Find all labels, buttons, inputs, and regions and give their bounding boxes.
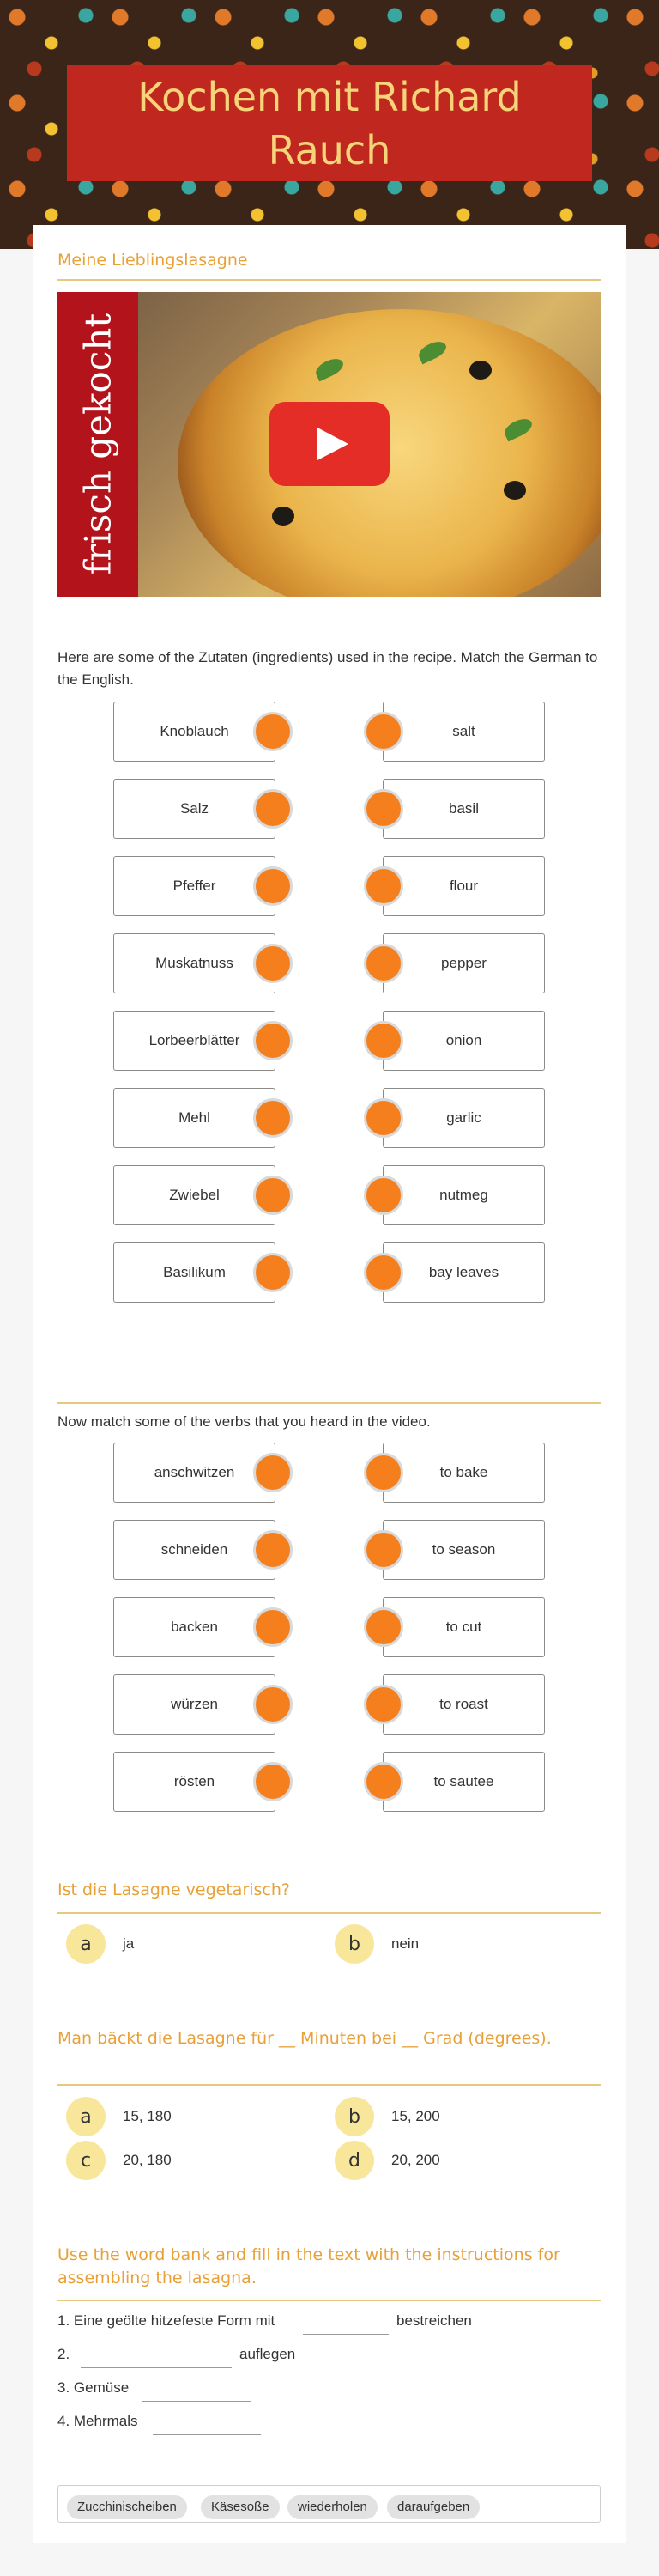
connector-dot[interactable]: [253, 789, 293, 829]
connector-dot[interactable]: [253, 712, 293, 751]
word-chip[interactable]: daraufgeben: [387, 2495, 480, 2519]
match-item-right[interactable]: bay leaves: [383, 1242, 545, 1303]
connector-dot[interactable]: [253, 944, 293, 983]
match-item-right[interactable]: basil: [383, 779, 545, 839]
option-badge[interactable]: b: [335, 2097, 374, 2136]
connector-dot[interactable]: [364, 1176, 403, 1215]
word-chip[interactable]: wiederholen: [287, 2495, 378, 2519]
fill-text-before: 1. Eine geölte hitzefeste Form mit: [57, 2312, 275, 2329]
match-item-left[interactable]: rösten: [113, 1752, 275, 1812]
play-icon[interactable]: [269, 402, 390, 486]
connector-dot[interactable]: [253, 1176, 293, 1215]
match-item-right[interactable]: to season: [383, 1520, 545, 1580]
match-item-left[interactable]: Mehl: [113, 1088, 275, 1148]
match-item-right[interactable]: nutmeg: [383, 1165, 545, 1225]
connector-dot[interactable]: [364, 944, 403, 983]
option-text[interactable]: nein: [391, 1935, 420, 1952]
connector-dot[interactable]: [253, 866, 293, 906]
connector-dot[interactable]: [364, 712, 403, 751]
connector-dot[interactable]: [364, 866, 403, 906]
match-item-right[interactable]: to sautee: [383, 1752, 545, 1812]
match-item-left[interactable]: würzen: [113, 1674, 275, 1735]
option-badge[interactable]: d: [335, 2141, 374, 2180]
word-chip[interactable]: Käsesoße: [201, 2495, 280, 2519]
option-text[interactable]: 15, 200: [391, 2108, 440, 2124]
match-item-right[interactable]: to bake: [383, 1443, 545, 1503]
olive-decoration: [504, 481, 526, 500]
connector-dot[interactable]: [364, 1253, 403, 1292]
fill-text-before: 2.: [57, 2346, 70, 2362]
match-item-left[interactable]: Pfeffer: [113, 856, 275, 916]
connector-dot[interactable]: [364, 1762, 403, 1801]
divider: [57, 2084, 601, 2086]
match-item-right[interactable]: pepper: [383, 933, 545, 993]
connector-dot[interactable]: [364, 1530, 403, 1570]
match-item-right[interactable]: garlic: [383, 1088, 545, 1148]
brand-strip: [57, 292, 138, 597]
option-text[interactable]: 15, 180: [123, 2108, 172, 2124]
option-text[interactable]: 20, 200: [391, 2152, 440, 2168]
divider: [57, 1912, 601, 1914]
option-badge[interactable]: a: [66, 1924, 106, 1964]
connector-dot[interactable]: [253, 1685, 293, 1724]
page-title: Kochen mit Richard Rauch: [137, 73, 522, 173]
option-badge[interactable]: c: [66, 2141, 106, 2180]
connector-dot[interactable]: [364, 1098, 403, 1138]
match-item-right[interactable]: to cut: [383, 1597, 545, 1657]
match-item-left[interactable]: schneiden: [113, 1520, 275, 1580]
match-item-left[interactable]: backen: [113, 1597, 275, 1657]
connector-dot[interactable]: [253, 1530, 293, 1570]
connector-dot[interactable]: [253, 1021, 293, 1060]
match-item-left[interactable]: Muskatnuss: [113, 933, 275, 993]
match-item-right[interactable]: flour: [383, 856, 545, 916]
fill-blank[interactable]: [303, 2334, 389, 2335]
divider: [57, 2300, 601, 2301]
fill-text-before: 4. Mehrmals: [57, 2413, 138, 2429]
divider: [57, 279, 601, 281]
word-chip[interactable]: Zucchinischeiben: [67, 2495, 187, 2519]
connector-dot[interactable]: [364, 1021, 403, 1060]
option-badge[interactable]: b: [335, 1924, 374, 1964]
brand-label: frisch gekocht: [76, 313, 119, 575]
connector-dot[interactable]: [364, 1453, 403, 1492]
match-item-left[interactable]: Salz: [113, 779, 275, 839]
option-text[interactable]: ja: [123, 1935, 135, 1952]
connector-dot[interactable]: [253, 1098, 293, 1138]
connector-dot[interactable]: [253, 1607, 293, 1647]
question-heading: Ist die Lasagne vegetarisch?: [57, 1880, 291, 1899]
match-item-right[interactable]: onion: [383, 1011, 545, 1071]
divider: [57, 1402, 601, 1404]
fill-blank[interactable]: [81, 2367, 232, 2368]
title-banner: [67, 65, 592, 181]
option-text[interactable]: 20, 180: [123, 2152, 172, 2168]
verbs-instructions: Now match some of the verbs that you heard in the video.: [57, 1413, 431, 1430]
connector-dot[interactable]: [253, 1453, 293, 1492]
option-badge[interactable]: a: [66, 2097, 106, 2136]
match-item-left[interactable]: Basilikum: [113, 1242, 275, 1303]
olive-decoration: [272, 507, 294, 526]
match-item-left[interactable]: Zwiebel: [113, 1165, 275, 1225]
connector-dot[interactable]: [253, 1762, 293, 1801]
fill-text-before: 3. Gemüse: [57, 2379, 130, 2396]
match-item-left[interactable]: Knoblauch: [113, 702, 275, 762]
match-item-left[interactable]: anschwitzen: [113, 1443, 275, 1503]
fill-heading: Use the word bank and fill in the text with the instructions for assembling the lasagna.: [57, 2245, 560, 2287]
video-heading: Meine Lieblingslasagne: [57, 251, 248, 270]
fill-text-after: auflegen: [239, 2346, 296, 2362]
olive-decoration: [469, 361, 492, 380]
fill-text-after: bestreichen: [396, 2312, 472, 2329]
match-item-right[interactable]: salt: [383, 702, 545, 762]
question-heading: Man bäckt die Lasagne für __ Minuten bei __ Grad (degrees).: [57, 2029, 552, 2048]
connector-dot[interactable]: [364, 789, 403, 829]
connector-dot[interactable]: [364, 1685, 403, 1724]
connector-dot[interactable]: [364, 1607, 403, 1647]
match-item-right[interactable]: to roast: [383, 1674, 545, 1735]
ingredients-instructions: Here are some of the Zutaten (ingredients) used in the recipe. Match the German to the English.: [57, 649, 598, 688]
fill-blank[interactable]: [153, 2434, 261, 2435]
match-item-left[interactable]: Lorbeerblätter: [113, 1011, 275, 1071]
connector-dot[interactable]: [253, 1253, 293, 1292]
fill-blank[interactable]: [142, 2401, 251, 2402]
